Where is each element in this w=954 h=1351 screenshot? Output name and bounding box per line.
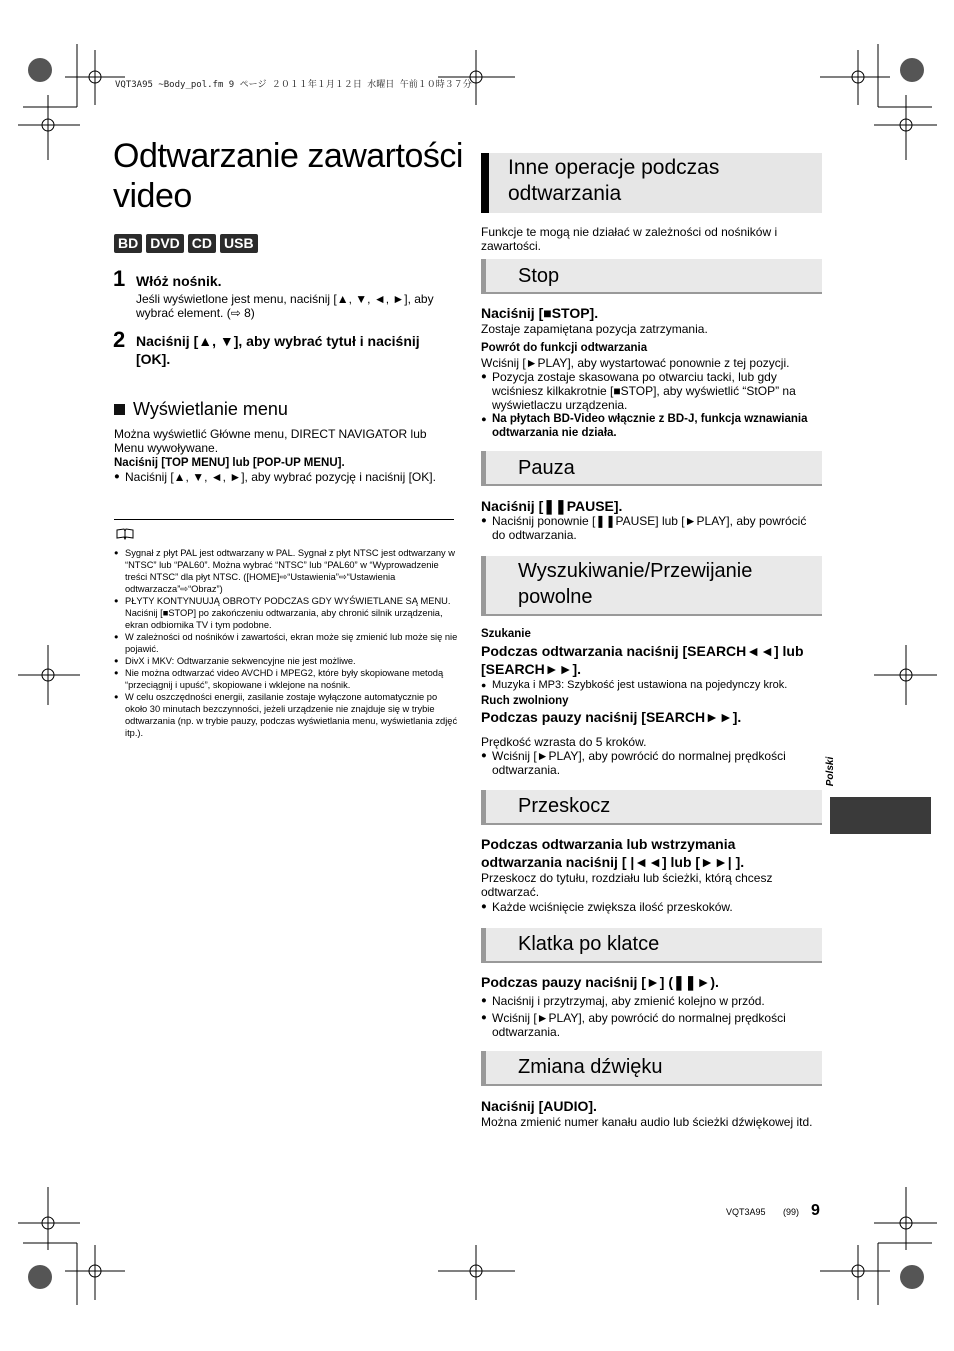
menu-subheading: Wyświetlanie menu	[114, 399, 288, 420]
section-audio-change	[481, 1051, 822, 1086]
search-subheading: Szukanie	[481, 628, 531, 640]
skip-text: Przeskocz do tytułu, rozdziału lub ścieżki, którą chcesz odtwarzać.	[481, 871, 773, 899]
book-icon	[116, 528, 134, 540]
badge-usb: USB	[220, 234, 258, 253]
list-item: ● PŁYTY KONTYNUUJĄ OBROTY PODCZAS GDY WYŚWIETLANE SĄ MENU. Naciśnij [■STOP] po zakończeniu odtwarzania, aby chronić silnik urządzenia, ekran odbiornika TV i tym podobne.	[114, 595, 459, 631]
section-heading: Klatka po klatce	[518, 933, 660, 955]
slow-motion-subheading: Ruch zwolniony	[481, 695, 569, 707]
list-item: ● W zależności od nośników i zawartości, ekran może się zmienić lub może się nie pojawić.	[114, 631, 459, 655]
list-item: ● Naciśnij ponownie [❚❚PAUSE] lub [►PLAY], aby powrócić do odtwarzania.	[481, 514, 821, 542]
section-stop	[481, 259, 822, 294]
notes-divider	[114, 519, 454, 520]
intro-text: Funkcje te mogą nie działać w zależności od nośników i zawartości.	[481, 225, 778, 253]
file-info-header: VQT3A95 ~Body_pol.fm 9 ページ ２０１１年１月１２日 水曜日 午前１０時３７分	[115, 80, 472, 90]
section-search	[481, 556, 822, 616]
list-item: ● Wciśnij [►PLAY], aby powrócić do normalnej prędkości odtwarzania.	[481, 1011, 821, 1039]
list-item: ● Nie można odtwarzać video AVCHD i MPEG2, które były skopiowane metodą “przeciągnij i upuść”, skopiowane i wklejone na nośnik.	[114, 667, 459, 691]
pause-bullets	[481, 514, 821, 542]
step-1-text: Jeśli wyświetlone jest menu, naciśnij [▲, ▼, ◄, ►], aby wybrać element. (⇨ 8)	[136, 292, 434, 320]
section-heading: Pauza	[518, 457, 575, 479]
list-item: ● Wciśnij [►PLAY], aby powrócić do normalnej prędkości odtwarzania.	[481, 749, 821, 777]
page-number: 9	[811, 1202, 820, 1219]
list-item: ● W celu oszczędności energii, zasilanie zostaje wyłączone automatycznie po około 30 minutach bezczynności, jeżeli urządzenie nie znajduje się w trybie odtwarzania (np. w trybie pauzy, podczas wyświetlania menu, wyświetlania zdjęć itp.).	[114, 691, 459, 739]
section-heading: Inne operacje podczas odtwarzania	[508, 156, 720, 205]
search-bullets	[481, 678, 821, 692]
section-heading: Zmiana dźwięku	[518, 1056, 663, 1078]
search-command: Podczas odtwarzania naciśnij [SEARCH◄◄] lub [SEARCH►►].	[481, 643, 804, 677]
section-heading: Przeskocz	[518, 795, 611, 817]
step-2-heading: Naciśnij [▲, ▼], aby wybrać tytuł i naciśnij [OK].	[136, 333, 420, 367]
step-1-heading: Włóż nośnik.	[136, 273, 222, 289]
stop-sub-text: Wciśnij [►PLAY], aby wystartować ponownie z tej pozycji.	[481, 356, 790, 370]
language-tab	[830, 797, 931, 834]
audio-command: Naciśnij [AUDIO].	[481, 1098, 597, 1114]
section-frame-by-frame	[481, 928, 822, 963]
list-item: ● Sygnał z płyt PAL jest odtwarzany w PAL. Sygnał z płyt NTSC jest odtwarzany w “NTSC” lub “PAL60”. Można wybrać “NTSC” lub “PAL60” w “Wyprowadzenie treści NTSC” dla płyt NTSC. ([HOME]⇨“Ustawienia”⇨“Ustawienia odtwarzacza”⇨“Obraz”)	[114, 547, 459, 595]
list-item: ● DivX i MKV: Odtwarzanie sekwencyjne nie jest możliwe.	[114, 655, 459, 667]
menu-bullets	[114, 470, 444, 484]
skip-command: Podczas odtwarzania lub wstrzymania odtwarzania naciśnij [ |◄◄] lub [►►| ].	[481, 836, 745, 870]
footer-code: VQT3A95	[726, 1207, 766, 1217]
page-title: Odtwarzanie zawartości video	[113, 137, 463, 215]
list-item: ● Naciśnij [▲, ▼, ◄, ►], aby wybrać pozycję i naciśnij [OK].	[114, 470, 444, 484]
notes-list	[114, 547, 459, 739]
square-bullet-icon	[114, 404, 125, 415]
section-skip	[481, 790, 822, 825]
frame-command: Podczas pauzy naciśnij [►] (❚❚►).	[481, 974, 719, 990]
list-item: ● Na płytach BD-Video włącznie z BD-J, funkcja wznawiania odtwarzania nie działa.	[481, 412, 821, 440]
frame-bullets	[481, 994, 821, 1039]
skip-bullets	[481, 900, 821, 914]
slow-motion-text: Prędkość wzrasta do 5 kroków.	[481, 735, 647, 749]
badge-bd: BD	[114, 234, 142, 253]
section-heading: Wyszukiwanie/Przewijanie powolne	[518, 560, 753, 608]
badge-dvd: DVD	[146, 234, 184, 253]
list-item: ● Pozycja zostaje skasowana po otwarciu tacki, lub gdy wciśniesz kilkakrotnie [■STOP], aby wyświetlić “StOP” na wyświetlaczu urządzenia.	[481, 370, 821, 412]
stop-subheading: Powrót do funkcji odtwarzania	[481, 342, 648, 354]
slow-motion-command: Podczas pauzy naciśnij [SEARCH►►].	[481, 709, 742, 725]
menu-text: Można wyświetlić Główne menu, DIRECT NAVIGATOR lub Menu wywoływane.	[114, 427, 427, 455]
list-item: ● Każde wciśnięcie zwiększa ilość przeskoków.	[481, 900, 821, 914]
section-other-operations	[481, 153, 822, 213]
audio-text: Można zmienić numer kanału audio lub ścieżki dźwiękowej itd.	[481, 1115, 813, 1129]
section-heading: Stop	[518, 265, 560, 287]
step-2-number: 2	[113, 327, 126, 352]
list-item: ● Naciśnij i przytrzymaj, aby zmienić kolejno w przód.	[481, 994, 821, 1008]
menu-command: Naciśnij [TOP MENU] lub [POP-UP MENU].	[114, 457, 345, 469]
language-label: Polski	[825, 756, 837, 787]
stop-text: Zostaje zapamiętana pozycja zatrzymania.	[481, 322, 708, 336]
footer-sub: (99)	[783, 1207, 800, 1217]
section-pause	[481, 451, 822, 486]
media-badges	[114, 234, 258, 253]
list-item: ● Muzyka i MP3: Szybkość jest ustawiona na pojedynczy krok.	[481, 678, 821, 692]
slow-motion-bullets	[481, 749, 821, 777]
stop-bullets	[481, 370, 821, 440]
step-1-number: 1	[113, 266, 126, 291]
stop-command: Naciśnij [■STOP].	[481, 305, 599, 321]
badge-cd: CD	[188, 234, 216, 253]
pause-command: Naciśnij [❚❚PAUSE].	[481, 498, 623, 514]
